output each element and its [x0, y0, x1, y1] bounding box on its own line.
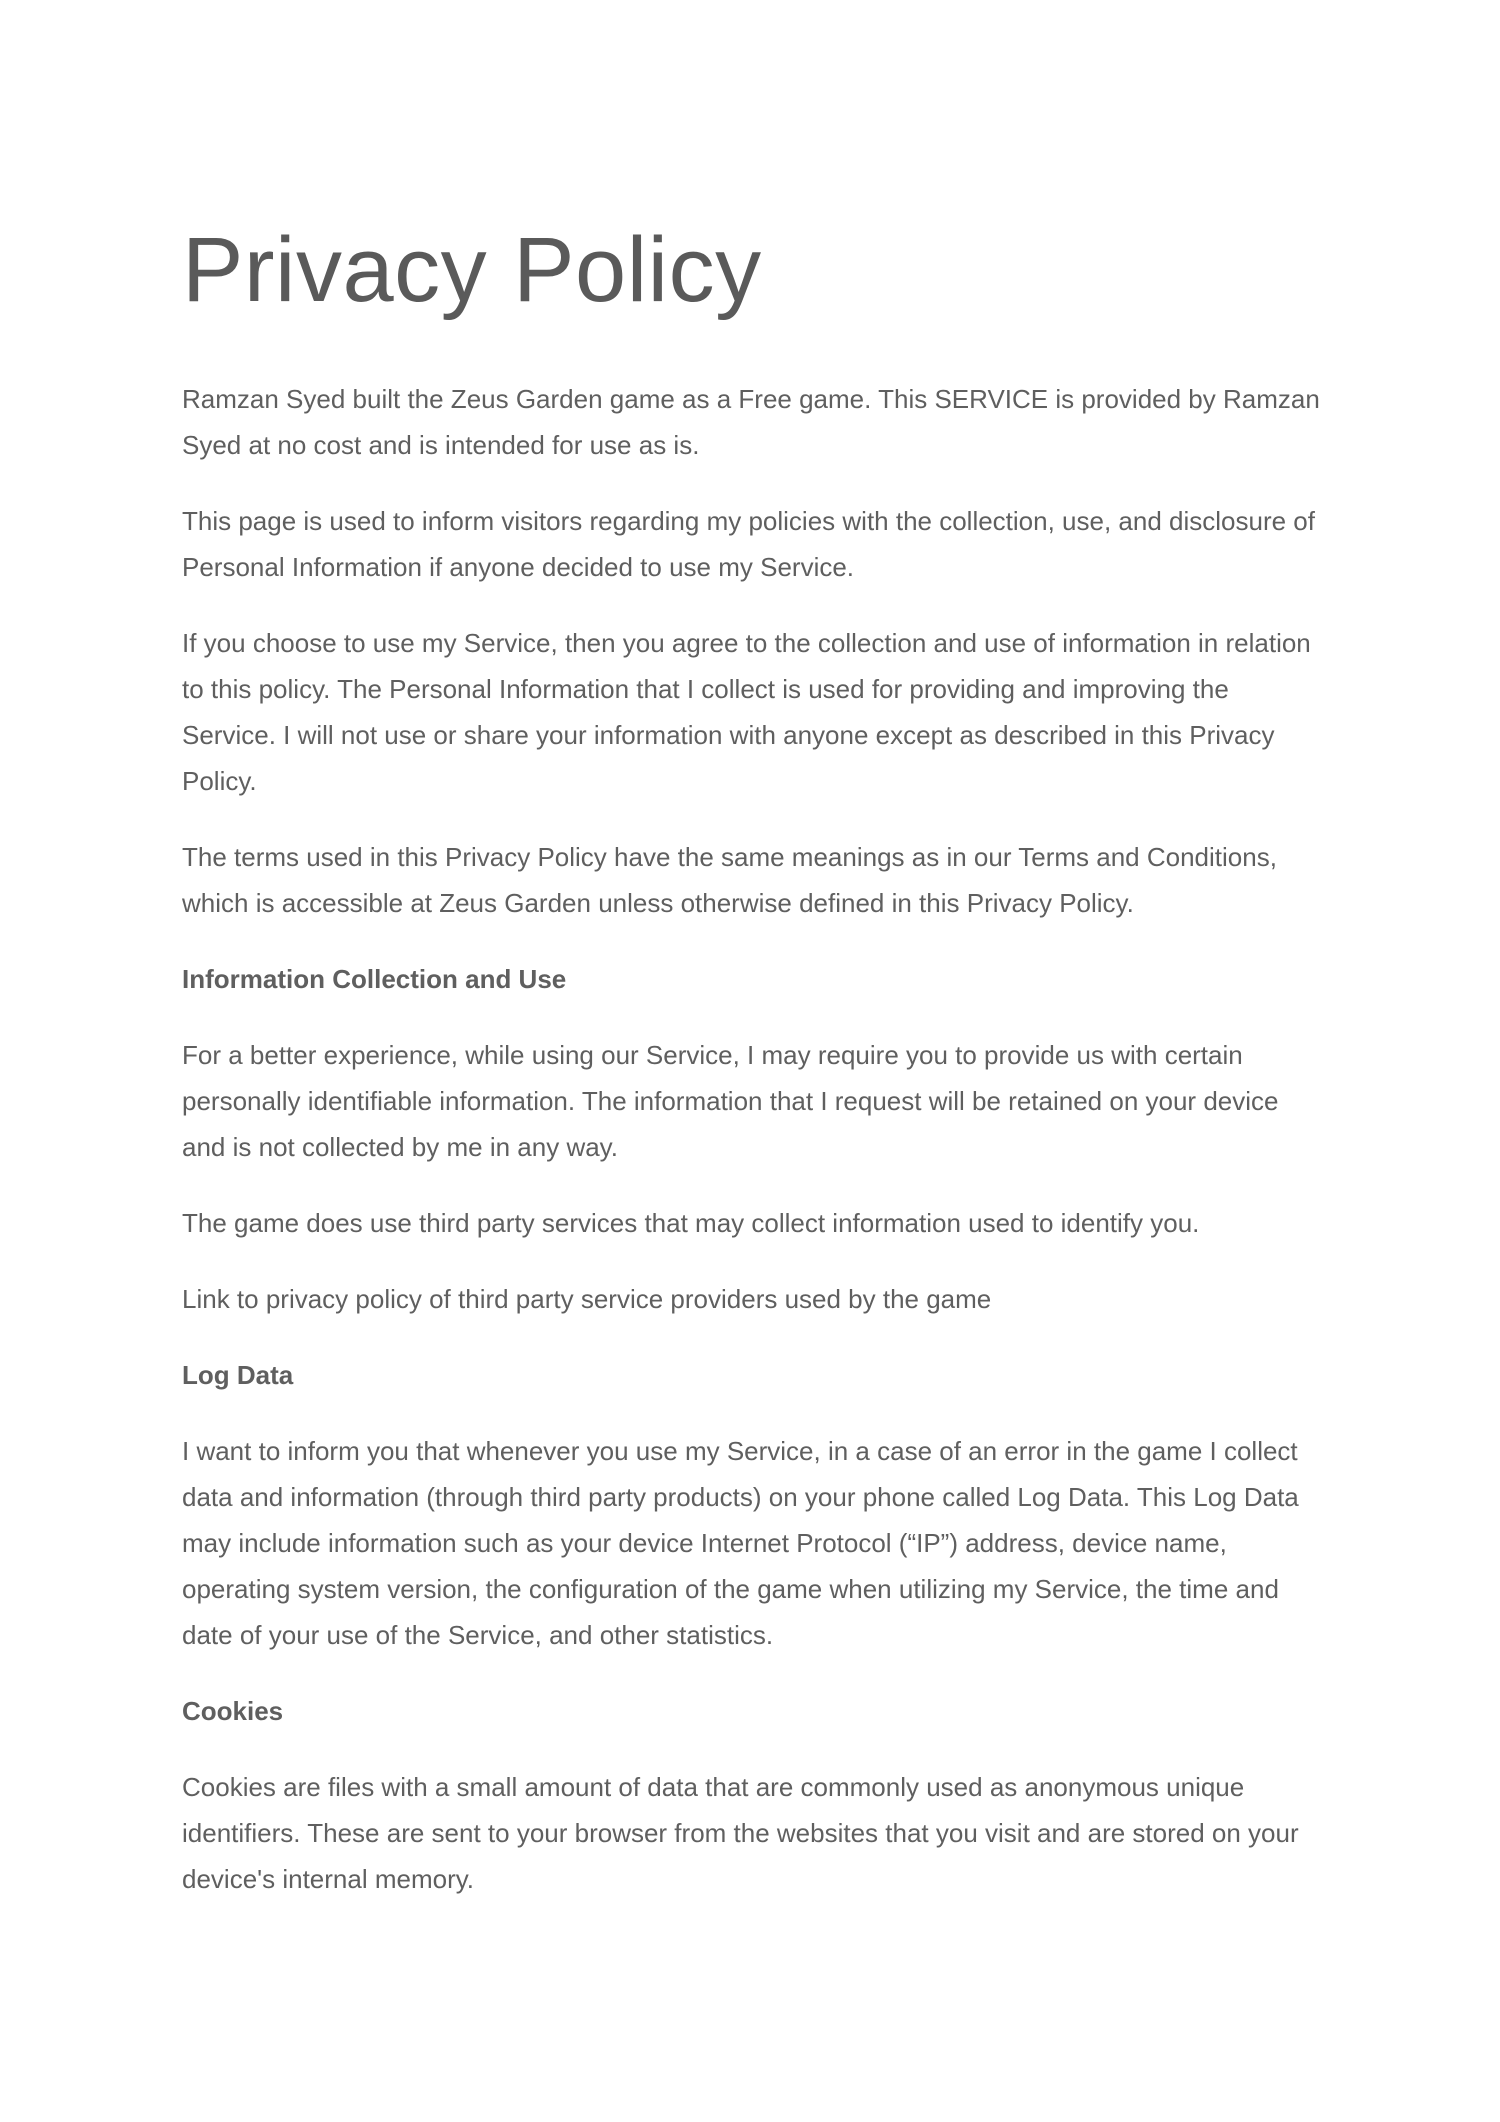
- third-party-paragraph: The game does use third party services that may collect information used to identify you.: [182, 1208, 1200, 1238]
- section-heading-cookies: Cookies: [182, 1696, 284, 1726]
- log-data-paragraph: I want to inform you that whenever you use my Service, in a case of an error in the game I collect data and information (through third party products) on your phone called Log Data. This Log Data may include information such as your device Internet Protocol (“IP”) address, device name, operating system version, the configuration of the game when utilizing my Service, the time and date of your use of the Service, and other statistics.: [182, 1436, 1299, 1650]
- third-party-link-paragraph: Link to privacy policy of third party service providers used by the game: [182, 1284, 992, 1314]
- document-page: [182, 214, 1322, 1932]
- section-heading-log-data: Log Data: [182, 1360, 294, 1390]
- cookies-paragraph: Cookies are files with a small amount of data that are commonly used as anonymous unique identifiers. These are sent to your browser from the websites that you visit and are stored on your device's internal memory.: [182, 1772, 1299, 1894]
- page-title: Privacy Policy: [182, 219, 762, 321]
- section-heading-information-collection: Information Collection and Use: [182, 964, 567, 994]
- information-collection-paragraph: For a better experience, while using our Service, I may require you to provide us with certain personally identifiable information. The information that I request will be retained on your device and is not collected by me in any way.: [182, 1040, 1279, 1162]
- agreement-paragraph: If you choose to use my Service, then you agree to the collection and use of information in relation to this policy. The Personal Information that I collect is used for providing and improving the Service. I will not use or share your information with anyone except as described in this Privacy Policy.: [182, 628, 1311, 796]
- purpose-paragraph: This page is used to inform visitors regarding my policies with the collection, use, and disclosure of Personal Information if anyone decided to use my Service.: [182, 506, 1315, 582]
- intro-paragraph: Ramzan Syed built the Zeus Garden game as a Free game. This SERVICE is provided by Ramzan Syed at no cost and is intended for use as is.: [182, 384, 1320, 460]
- terms-paragraph: The terms used in this Privacy Policy have the same meanings as in our Terms and Conditions, which is accessible at Zeus Garden unless otherwise defined in this Privacy Policy.: [182, 842, 1277, 918]
